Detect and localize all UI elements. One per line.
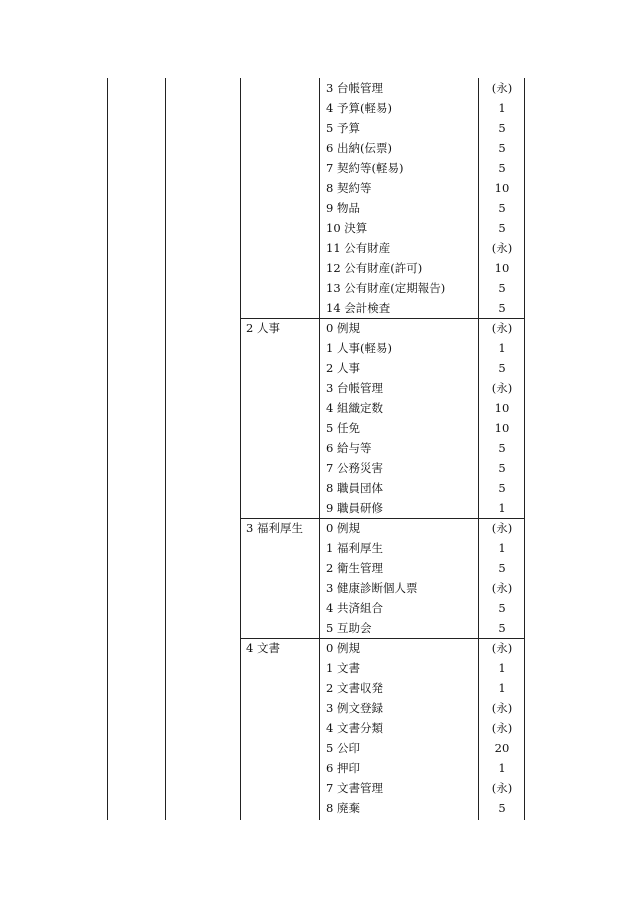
item-name: 9 物品 xyxy=(326,201,360,215)
item-name: 5 公印 xyxy=(326,741,360,755)
retention-period: (永) xyxy=(491,381,513,395)
item-name: 12 公有財産(許可) xyxy=(326,261,423,275)
category-label: 2 人事 xyxy=(246,321,280,335)
retention-period: 5 xyxy=(498,121,506,135)
item-name: 14 会計検査 xyxy=(326,301,391,315)
item-name: 9 職員研修 xyxy=(326,501,383,515)
retention-period: 1 xyxy=(498,341,506,355)
item-name: 7 文書管理 xyxy=(326,781,383,795)
retention-period: 5 xyxy=(498,221,506,235)
item-name: 1 福利厚生 xyxy=(326,541,383,555)
retention-period: (永) xyxy=(491,521,513,535)
retention-period: 1 xyxy=(498,661,506,675)
item-name: 7 公務災害 xyxy=(326,461,383,475)
retention-period: 5 xyxy=(498,621,506,635)
retention-period: 5 xyxy=(498,441,506,455)
category-label: 4 文書 xyxy=(246,641,280,655)
retention-period: 10 xyxy=(494,261,510,275)
item-name: 5 互助会 xyxy=(326,621,372,635)
retention-period: 5 xyxy=(498,801,506,815)
retention-period: 10 xyxy=(494,181,510,195)
item-name: 0 例規 xyxy=(326,321,360,335)
retention-period: (永) xyxy=(491,321,513,335)
item-name: 1 人事(軽易) xyxy=(326,341,392,355)
item-name: 6 出納(伝票) xyxy=(326,141,392,155)
item-name: 5 任免 xyxy=(326,421,360,435)
item-name: 3 例文登録 xyxy=(326,701,383,715)
column-border xyxy=(524,78,525,820)
retention-period: 5 xyxy=(498,301,506,315)
item-name: 8 廃棄 xyxy=(326,801,360,815)
item-name: 3 台帳管理 xyxy=(326,381,383,395)
retention-period: 1 xyxy=(498,101,506,115)
retention-period: 1 xyxy=(498,761,506,775)
item-name: 2 人事 xyxy=(326,361,360,375)
retention-period: 10 xyxy=(494,421,510,435)
retention-period: (永) xyxy=(491,641,513,655)
item-name: 4 共済組合 xyxy=(326,601,383,615)
retention-period: 10 xyxy=(494,401,510,415)
item-name: 3 台帳管理 xyxy=(326,81,383,95)
item-name: 6 押印 xyxy=(326,761,360,775)
retention-period: 5 xyxy=(498,361,506,375)
item-name: 1 文書 xyxy=(326,661,360,675)
retention-period: 5 xyxy=(498,141,506,155)
item-name: 4 組織定数 xyxy=(326,401,383,415)
retention-period: 5 xyxy=(498,461,506,475)
retention-period: (永) xyxy=(491,81,513,95)
item-name: 10 決算 xyxy=(326,221,368,235)
retention-period: (永) xyxy=(491,581,513,595)
retention-period: (永) xyxy=(491,721,513,735)
retention-period: 5 xyxy=(498,601,506,615)
retention-period: (永) xyxy=(491,241,513,255)
column-border xyxy=(478,78,479,820)
retention-period: 5 xyxy=(498,161,506,175)
column-border xyxy=(319,78,320,820)
item-name: 13 公有財産(定期報告) xyxy=(326,281,446,295)
item-name: 0 例規 xyxy=(326,521,360,535)
retention-period: 20 xyxy=(494,741,510,755)
column-border xyxy=(165,78,166,820)
retention-period: 1 xyxy=(498,541,506,555)
item-name: 4 予算(軽易) xyxy=(326,101,392,115)
retention-period: 1 xyxy=(498,681,506,695)
category-label xyxy=(246,78,318,98)
column-border xyxy=(240,78,241,820)
column-border xyxy=(107,78,108,820)
retention-period: (永) xyxy=(491,781,513,795)
item-name: 7 契約等(軽易) xyxy=(326,161,404,175)
retention-period: (永) xyxy=(491,701,513,715)
retention-period: 5 xyxy=(498,281,506,295)
item-name: 4 文書分類 xyxy=(326,721,383,735)
item-name: 0 例規 xyxy=(326,641,360,655)
item-name: 2 文書収発 xyxy=(326,681,383,695)
retention-period: 5 xyxy=(498,481,506,495)
retention-period: 1 xyxy=(498,501,506,515)
item-name: 5 予算 xyxy=(326,121,360,135)
item-name: 6 給与等 xyxy=(326,441,372,455)
item-name: 2 衛生管理 xyxy=(326,561,383,575)
item-name: 8 職員団体 xyxy=(326,481,383,495)
item-name: 8 契約等 xyxy=(326,181,372,195)
item-name: 3 健康診断個人票 xyxy=(326,581,418,595)
category-label: 3 福利厚生 xyxy=(246,521,303,535)
item-name: 11 公有財産 xyxy=(326,241,391,255)
retention-period: 5 xyxy=(498,561,506,575)
retention-period: 5 xyxy=(498,201,506,215)
